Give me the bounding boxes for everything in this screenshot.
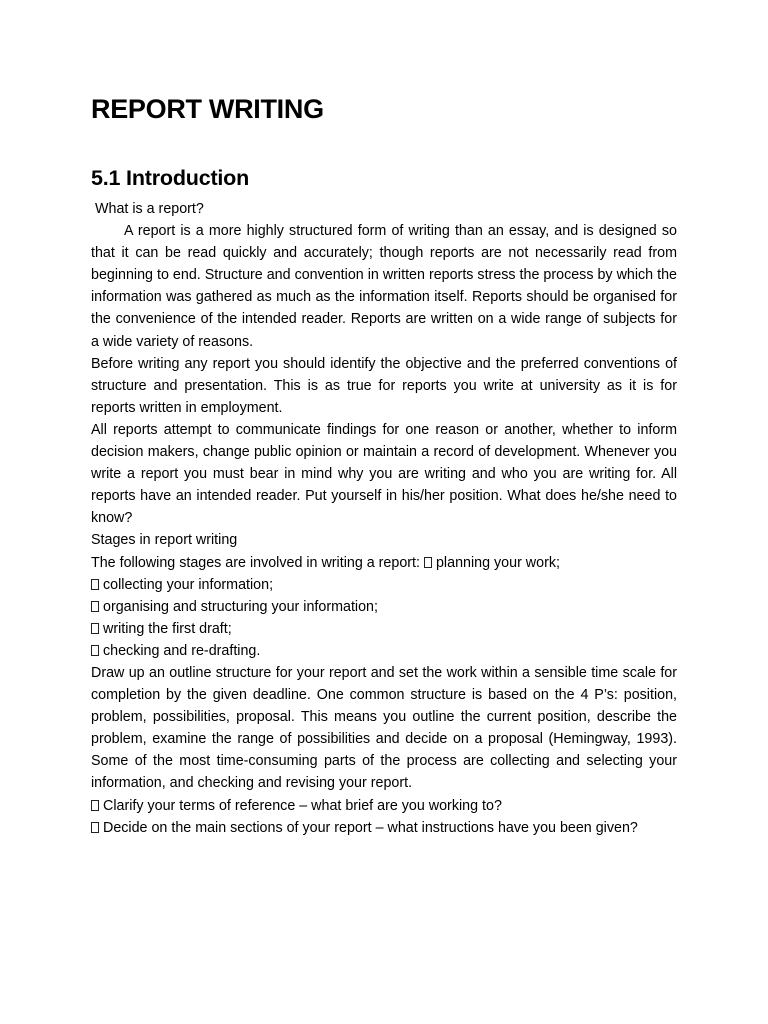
missing-glyph-box-icon (91, 579, 99, 590)
paragraph-definition: A report is a more highly structured form of writing than an essay, and is designed so that it can be read quickly and accurately; though reports are not necessarily read from beginning to end. Structure and convention in written reports stress the process by which the information was gathered as much as the information itself. Reports should be organised for the convenience of the intended reader. Reports are written on a wide range of subjects for a wide variety of reasons. (91, 223, 677, 350)
checklist-item-1: Clarify your terms of reference – what brief are you working to? (103, 797, 502, 814)
stage-item-1: planning your work; (435, 554, 560, 571)
stages-intro-line (91, 552, 677, 574)
missing-glyph-box-icon (91, 800, 99, 811)
document-title: REPORT WRITING (91, 94, 324, 124)
stage-item-5: checking and re-drafting. (103, 642, 261, 659)
missing-glyph-box-icon (91, 822, 99, 833)
stage-item-3: organising and structuring your information; (103, 598, 378, 615)
checklist-item-2: Decide on the main sections of your report – what instructions have you been given? (103, 819, 638, 836)
missing-glyph-box-icon (91, 601, 99, 612)
stage-item-4: writing the first draft; (103, 620, 232, 637)
checklist-item (91, 817, 677, 839)
missing-glyph-box-icon (91, 623, 99, 634)
stage-list-item (91, 640, 677, 662)
stage-list-item (91, 574, 677, 596)
section-heading: 5.1 Introduction (91, 166, 250, 190)
paragraph-objective: Before writing any report you should identify the objective and the preferred conventions of structure and presentation. This is as true for reports you write at university as it is for reports written in employment. (91, 355, 677, 416)
stages-label: Stages in report writing (91, 532, 238, 549)
document-body (91, 198, 677, 839)
paragraph-outline: Draw up an outline structure for your report and set the work within a sensible time scale for completion by the given deadline. One common structure is based on the 4 P’s: position, problem, possibilities, proposal. This means you outline the current position, describe the problem, examine the range of possibilities and decide on a proposal (Hemingway, 1993). Some of the most time-consuming parts of the process are collecting and selecting your information, and checking and revising your report. (91, 664, 677, 792)
checklist-item (91, 795, 677, 817)
paragraph-findings: All reports attempt to communicate findings for one reason or another, whether to inform decision makers, change public opinion or maintain a record of development. Whenever you write a report you must bear in mind why you are writing and who you are writing for. All reports have an intended reader. Put yourself in his/her position. What does he/she need to know? (91, 421, 677, 527)
stages-intro-text: The following stages are involved in writing a report: (91, 554, 420, 571)
missing-glyph-box-icon (91, 645, 99, 656)
stage-list-item (91, 596, 677, 618)
question-line: What is a report? (95, 201, 204, 217)
stage-list-item (91, 618, 677, 640)
stage-item-2: collecting your information; (103, 576, 274, 593)
missing-glyph-box-icon (424, 557, 432, 568)
